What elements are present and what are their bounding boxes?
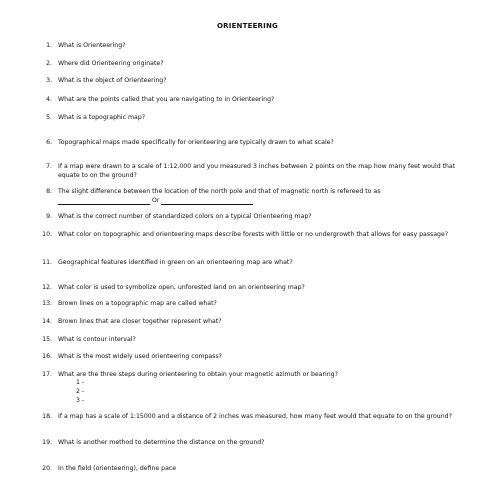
question-number: 9. [46, 213, 52, 220]
question-text: What are the points called that you are navigating to in Orienteering? [58, 96, 275, 103]
question-number: 3. [46, 77, 52, 84]
question-text: In the field (orienteering), define pace [58, 465, 177, 472]
question-number: 19. [42, 439, 52, 446]
question-text: Where did Orienteering originate? [58, 60, 164, 67]
question-number: 10. [42, 231, 52, 238]
answer-blank-2[interactable] [161, 198, 253, 205]
question-text: What is a topographic map? [58, 114, 146, 121]
question-text: Brown lines that are closer together represent what? [58, 318, 222, 325]
question-number: 6. [46, 139, 52, 146]
question-text: What is another method to determine the distance on the ground? [58, 439, 265, 446]
question-text: Brown lines on a topographic map are called what? [58, 300, 217, 307]
question-text: What is the object of Orienteering? [58, 77, 167, 84]
question-text: What is Orienteering? [58, 42, 126, 49]
question-number: 8. [46, 188, 52, 195]
question-number: 20. [42, 465, 52, 472]
question-number: 13. [42, 300, 52, 307]
question-text: If a map were drawn to a scale of 1:12,000 and you measured 3 inches between 2 points on the map how many feet would that equate to on the ground? [58, 163, 456, 179]
step-1: 1 - [76, 379, 85, 386]
question-text: What is contour interval? [58, 336, 136, 343]
answer-blank-1[interactable] [58, 198, 150, 205]
question-number: 1. [46, 42, 52, 49]
question-number: 5. [46, 114, 52, 121]
question-number: 15. [42, 336, 52, 343]
question-text: What color on topographic and orienteering maps describe forests with little or no undergrowth that allows for easy passage? [58, 231, 449, 238]
question-number: 16. [42, 353, 52, 360]
question-number: 18. [42, 413, 52, 420]
question-number: 7. [46, 163, 52, 170]
question-text: Topographical maps made specifically for orienteering are typically drawn to what scale? [58, 139, 334, 146]
question-text: What color is used to symbolize open, unforested land on an orienteering map? [58, 284, 305, 291]
question-number: 4. [46, 96, 52, 103]
question-number: 2. [46, 60, 52, 67]
question-text: What is the correct number of standardized colors on a typical Orienteering map? [58, 213, 312, 220]
question-number: 12. [42, 284, 52, 291]
or-label: Or [151, 197, 160, 204]
question-text: What are the three steps during orienteering to obtain your magnetic azimuth or bearing? [58, 371, 338, 378]
question-number: 11. [42, 259, 52, 266]
question-number: 17. [42, 371, 52, 378]
question-text: Geographical features identified in green on an orienteering map are what? [58, 259, 293, 266]
question-text: The slight difference between the location of the north pole and that of magnetic north is refereed to as [58, 188, 381, 195]
question-text: If a map has a scale of 1:15000 and a distance of 2 inches was measured, how many feet would that equate to on the ground? [58, 413, 452, 420]
step-3: 3 - [76, 397, 85, 404]
step-2: 2 - [76, 388, 85, 395]
question-number: 14. [42, 318, 52, 325]
worksheet-title: ORIENTEERING [217, 22, 278, 30]
question-text: What is the most widely used orienteering compass? [58, 353, 222, 360]
